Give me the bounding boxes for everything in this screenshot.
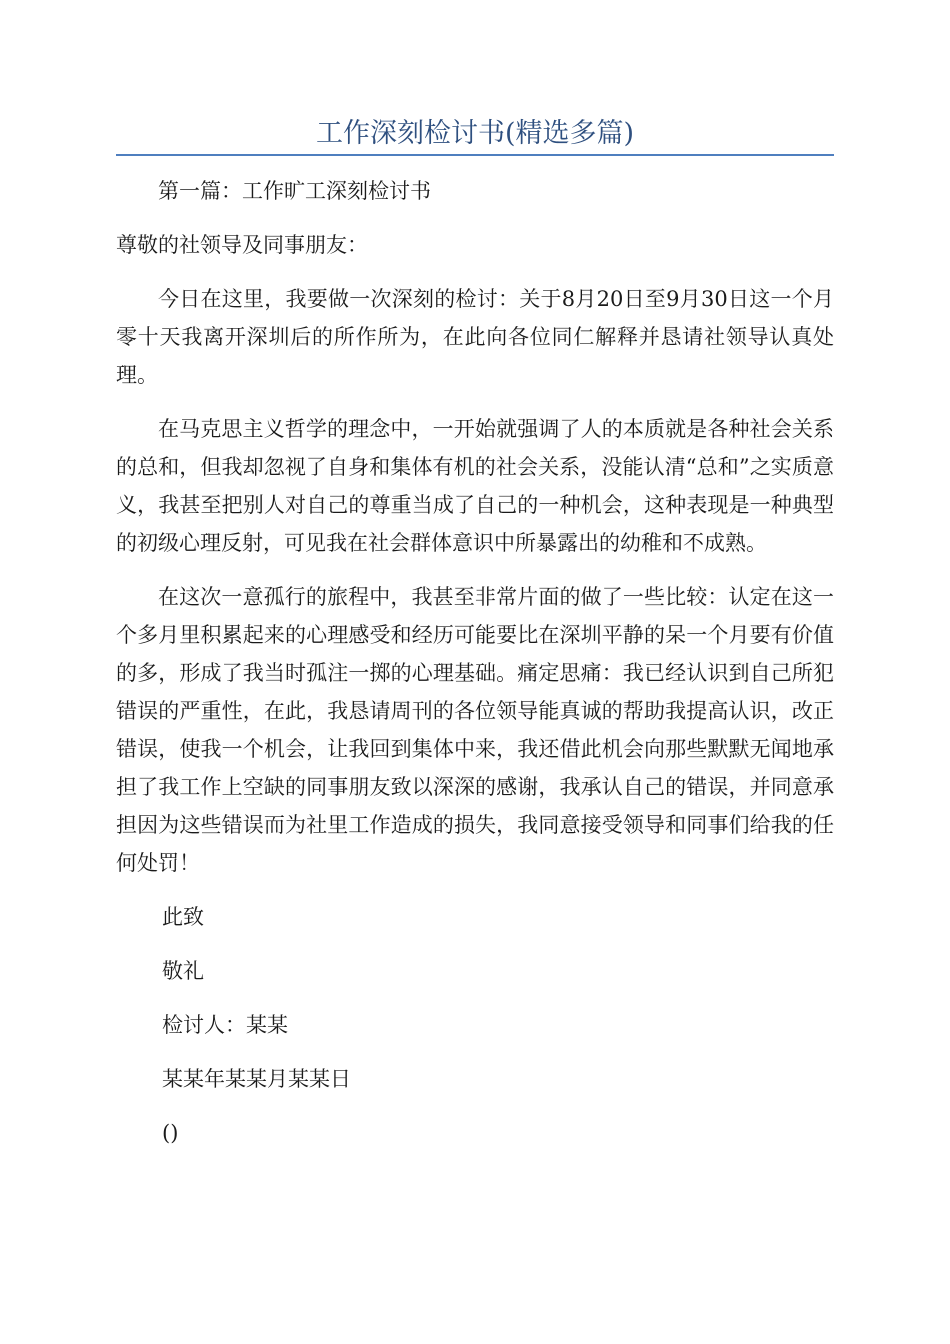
section-heading: 第一篇：工作旷工深刻检讨书 [158, 179, 431, 203]
closing-line: 此致 [162, 905, 204, 929]
salutation: 尊敬的社领导及同事朋友： [116, 233, 368, 257]
paragraph: 在这次一意孤行的旅程中，我甚至非常片面的做了一些比较：认定在这一个多月里积累起来的心理感受和经历可能要比在深圳平静的呆一个月要有价值的多，形成了我当时孤注一掷的心理基础。痛定思痛：我已经认识到自己所犯错误的严重性，在此，我恳请周刊的各位领导能真诚的帮助我提高认识，改正错误，使我一个机会，让我回到集体中来，我还借此机会向那些默默无闻地承担了我工作上空缺的同事朋友致以深深的感谢，我承认自己的错误，并同意承担因为这些错误而为社里工作造成的损失，我同意接受领导和同事们给我的任何处罚！ [116, 585, 834, 875]
title-underline [116, 154, 834, 156]
date-line: 某某年某某月某某日 [162, 1067, 351, 1091]
document-title: 工作深刻检讨书(精选多篇) [315, 118, 635, 149]
signer: 检讨人：某某 [162, 1013, 288, 1037]
closing-salute: 敬礼 [162, 959, 204, 983]
document-body [116, 172, 834, 1168]
trailing-note: () [162, 1121, 179, 1145]
paragraph: 在马克思主义哲学的理念中，一开始就强调了人的本质就是各种社会关系的总和，但我却忽视了自身和集体有机的社会关系，没能认清“总和”之实质意义，我甚至把别人对自己的尊重当成了自己的一种机会，这种表现是一种典型的初级心理反射，可见我在社会群体意识中所暴露出的幼稚和不成熟。 [116, 417, 834, 555]
paragraph: 今日在这里，我要做一次深刻的检讨：关于8月20日至9月30日这一个月零十天我离开深圳后的所作所为，在此向各位同仁解释并恳请社领导认真处理。 [116, 287, 834, 387]
